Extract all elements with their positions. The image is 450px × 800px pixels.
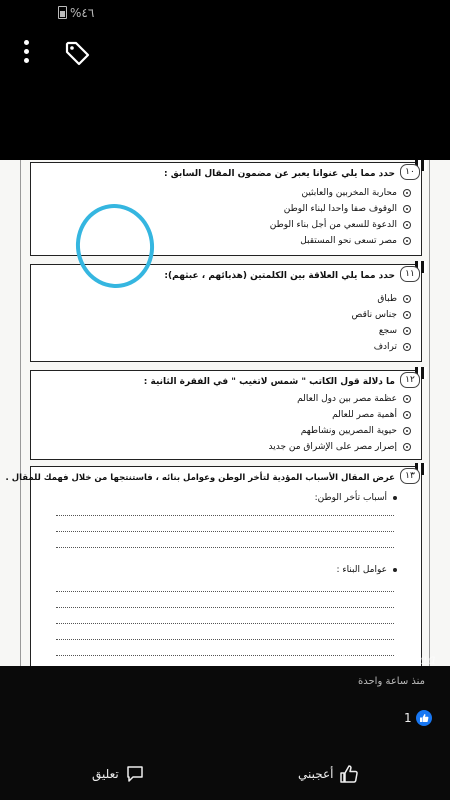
answer-line [56,591,394,592]
option: مصر تسعى نحو المستقبل [270,233,411,249]
radio-icon [403,327,411,335]
watermark: Princess Alaa [340,652,436,668]
question-12 [30,370,422,460]
comment-label: تعليق [92,767,119,781]
option: جناس ناقص [352,307,411,323]
radio-icon [403,221,411,229]
question-title: عرض المقال الأسباب المؤدية لتأخر الوطن وعوامل بنائه ، فاستنتجها من خلال فهمك للمقال . [5,473,395,483]
question-number: ١٢ [400,372,420,388]
reaction-summary[interactable] [404,710,432,726]
radio-icon [403,237,411,245]
radio-icon [403,427,411,435]
like-label: أعجبني [298,767,334,781]
option: سجع [352,323,411,339]
radio-icon [403,311,411,319]
comment-button[interactable] [92,764,145,784]
battery-icon [58,6,67,19]
option: الدعوة للسعي من أجل بناء الوطن [270,217,411,233]
radio-icon [403,443,411,451]
subheading-factors: عوامل البناء : [336,565,397,575]
question-number: ١٣ [400,468,420,484]
option: طباق [352,291,411,307]
battery-level: %٤٦ [70,6,95,20]
radio-icon [403,205,411,213]
subheading-reasons: أسباب تأخر الوطن: [315,493,397,503]
margin-line-left [20,160,21,666]
question-number: ١١ [400,266,420,282]
question-title: حدد مما يلي عنوانا يعبر عن مضمون المقال السابق : [164,169,395,179]
kebab-icon[interactable] [20,40,32,66]
like-button[interactable] [298,764,359,784]
margin-line-right [429,160,430,666]
battery-indicator [58,6,94,20]
question-title: حدد مما يلي العلاقة بين الكلمتين (هذبائهم ، عبثهم): [164,271,395,281]
option: أهمية مصر للعالم [268,407,411,423]
question-11 [30,264,422,362]
answer-line [56,623,394,624]
comment-icon [125,764,145,784]
answer-line [56,547,394,548]
worksheet-image [0,160,450,666]
radio-icon [403,343,411,351]
option: ترادف [352,339,411,355]
post-time: منذ ساعة واحدة [358,676,426,687]
option: الوقوف صفا واحدا لبناء الوطن [270,201,411,217]
reaction-count: 1 [404,711,412,725]
top-bar [0,26,450,86]
option: إصرار مصر على الإشراق من جديد [268,439,411,455]
like-reaction-icon [416,710,432,726]
tag-icon[interactable] [62,38,92,68]
option: محاربة المخربين والعابثين [270,185,411,201]
answer-line [56,639,394,640]
post-actions [0,764,450,788]
answer-line [56,607,394,608]
answer-line [56,531,394,532]
thumbs-up-icon [339,764,359,784]
radio-icon [403,411,411,419]
question-number: ١٠ [400,164,420,180]
radio-icon [403,189,411,197]
question-title: ما دلالة قول الكاتب " شمس لاتغيب " في الفقرة الثانية : [143,377,395,387]
option: حيوية المصريين ونشاطهم [268,423,411,439]
answer-line [56,515,394,516]
radio-icon [403,395,411,403]
question-13 [5,466,422,666]
status-bar [0,0,450,26]
option: عظمة مصر بين دول العالم [268,391,411,407]
radio-icon [403,295,411,303]
